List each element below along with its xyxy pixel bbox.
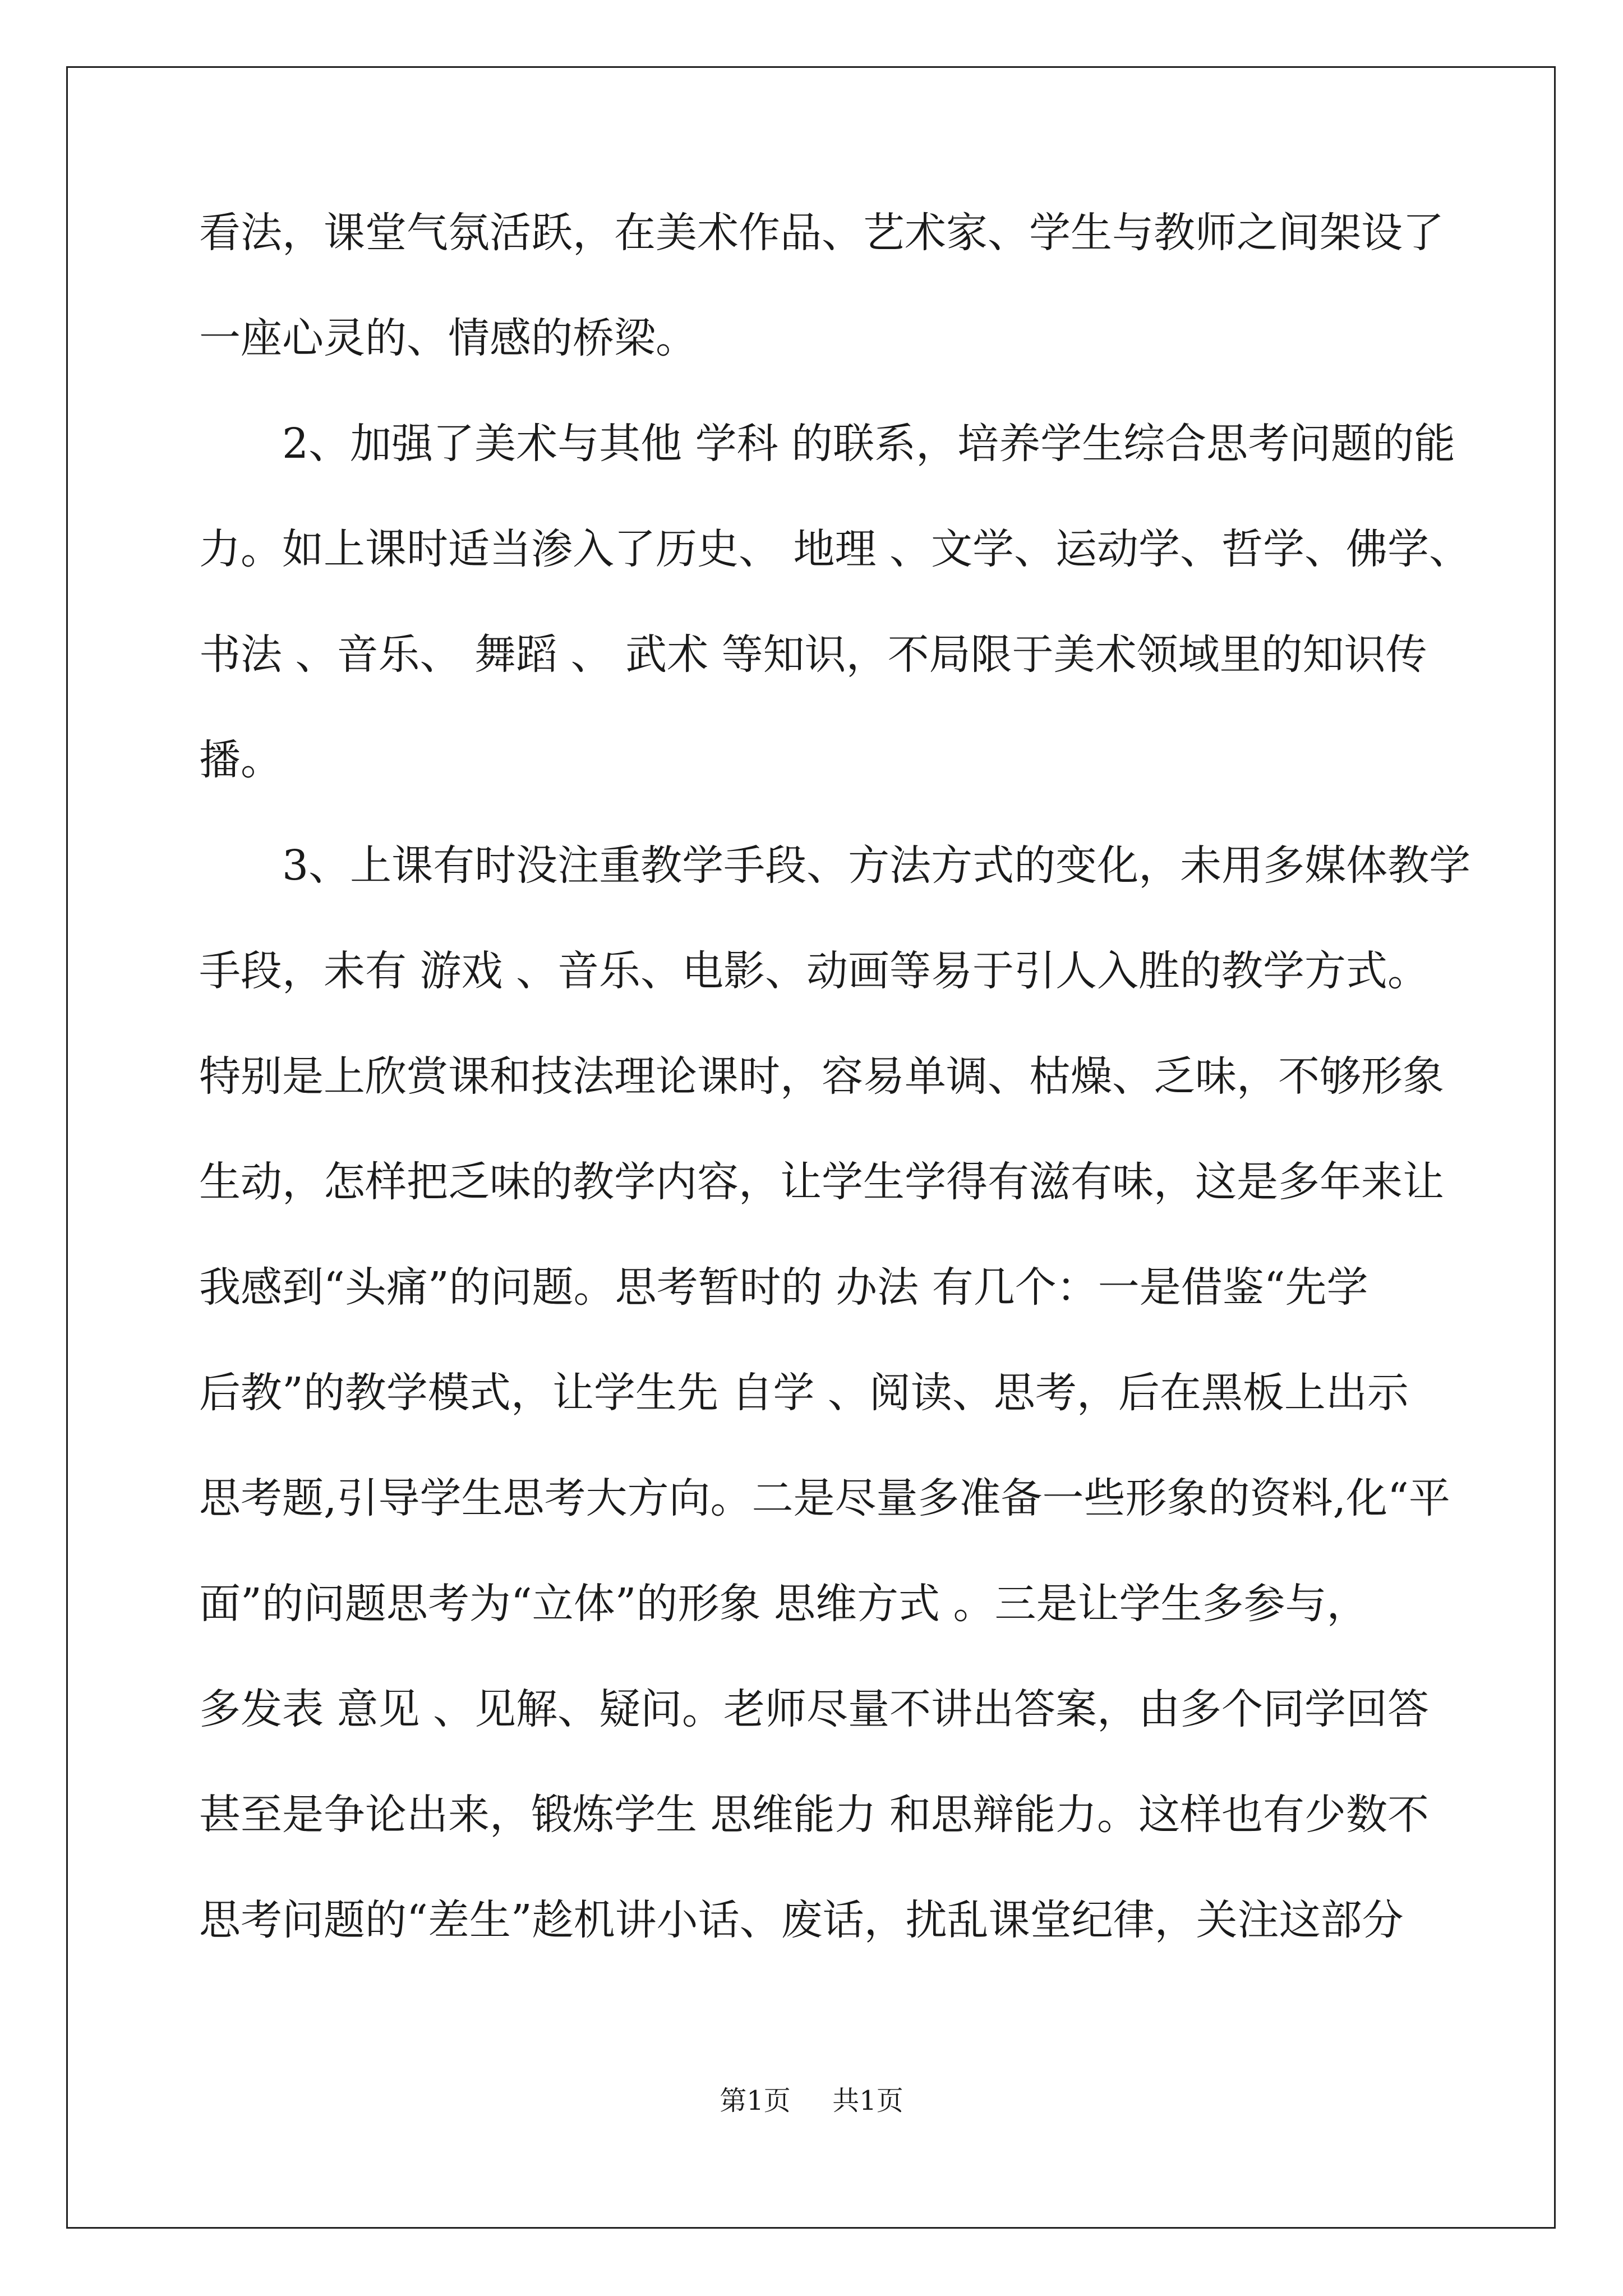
- text-line: 看法，课堂气氛活跃，在美术作品、艺术家、学生与教师之间架设了: [199, 209, 1444, 257]
- text-line: 思考题,引导学生思考大方向。二是尽量多准备一些形象的资料,化“平: [199, 1474, 1450, 1522]
- text-line: 特别是上欣赏课和技法理论课时，容易单调、枯燥、乏味，不够形象: [199, 1052, 1444, 1101]
- text-line: 3、上课有时没注重教学手段、方法方式的变化，未用多媒体教学: [282, 841, 1471, 890]
- text-line: 多发表 意见 、见解、疑问。老师尽量不讲出答案，由多个同学回答: [199, 1685, 1430, 1733]
- text-line: 2、加强了美术与其他 学科 的联系，培养学生综合思考问题的能: [282, 420, 1456, 468]
- page-footer: [0, 2084, 1623, 2118]
- text-line: 面”的问题思考为“立体”的形象 思维方式 。三是让学生多参与，: [199, 1580, 1368, 1628]
- text-line: 生动，怎样把乏味的教学内容，让学生学得有滋有味，这是多年来让: [199, 1158, 1444, 1206]
- page-total: 共1页: [832, 2085, 903, 2116]
- text-line: 甚至是争论出来，锻炼学生 思维能力 和思辩能力。这样也有少数不: [199, 1791, 1430, 1839]
- page-number: 第1页: [720, 2085, 791, 2116]
- text-line: 我感到“头痛”的问题。思考暂时的 办法 有几个：一是借鉴“先学: [199, 1263, 1368, 1312]
- text-line: 一座心灵的、情感的桥梁。: [199, 314, 697, 362]
- text-line: 书法 、音乐、 舞蹈 、 武术 等知识，不局限于美术领域里的知识传: [199, 631, 1427, 679]
- text-line: 播。: [199, 736, 282, 784]
- text-line: 力。如上课时适当渗入了历史、 地理 、文学、运动学、哲学、佛学、: [199, 525, 1471, 573]
- text-line: 思考问题的“差生”趁机讲小话、废话，扰乱课堂纪律，关注这部分: [199, 1896, 1404, 1944]
- text-line: 手段，未有 游戏 、音乐、电影、动画等易于引人入胜的教学方式。: [199, 947, 1430, 995]
- text-line: 后教”的教学模式，让学生先 自学 、阅读、思考，后在黑板上出示: [199, 1369, 1409, 1417]
